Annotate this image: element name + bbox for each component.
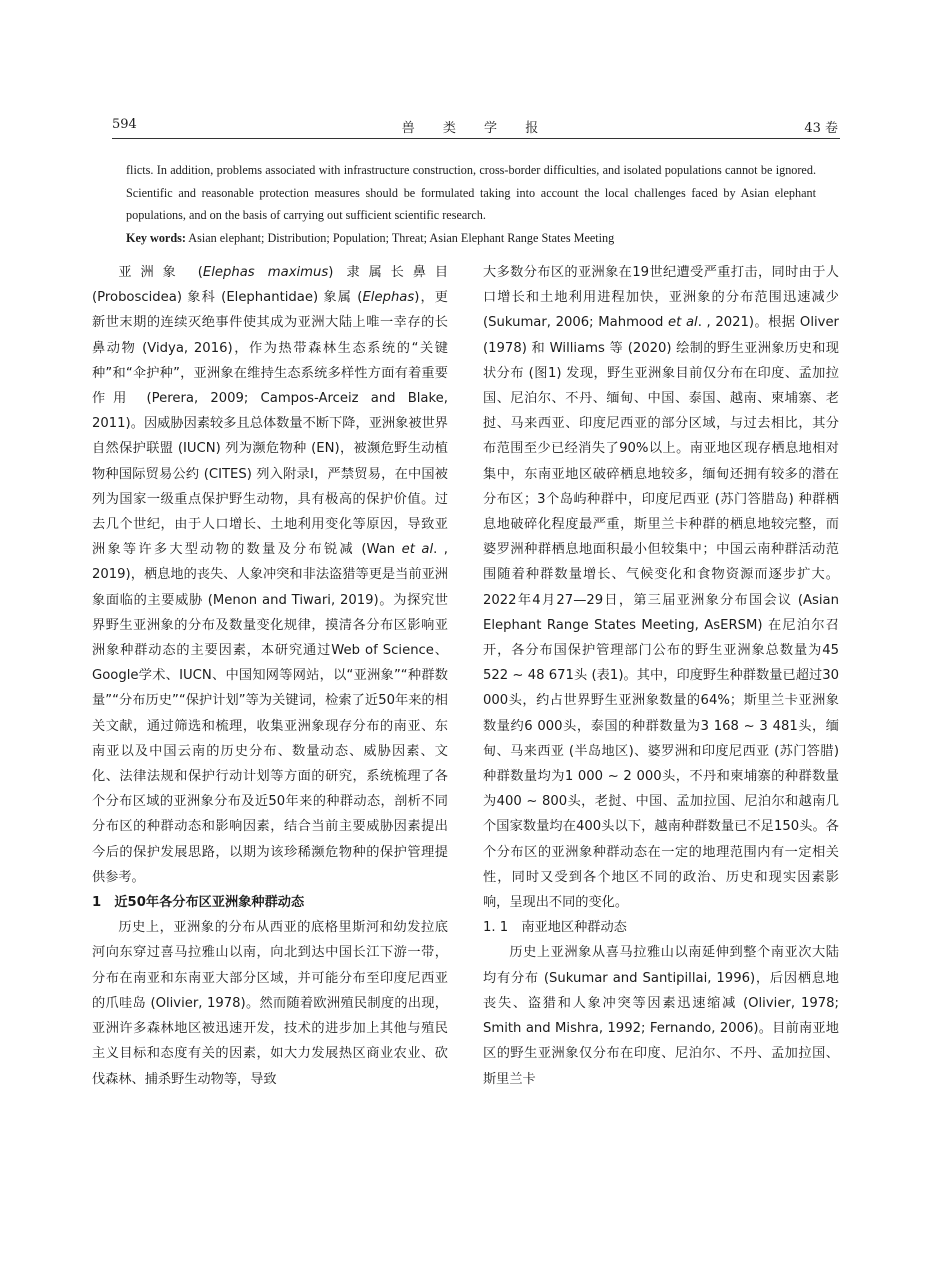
- section-1-heading: 1 近50年各分布区亚洲象种群动态: [92, 895, 305, 911]
- continued-paragraph: [483, 260, 839, 915]
- intro-text-1: 亚洲象 (: [118, 265, 203, 280]
- keywords-label: Key words:: [126, 230, 186, 245]
- cont-text-2: . , 2021)。根据 Oliver (1978) 和 Williams 等 (2020) 绘制的野生亚洲象历史和现状分布 (图1) 发现，野生亚洲象目前仅分布在印度、孟加拉国、尼泊尔、不丹、缅甸、中国、泰国、越南、柬埔寨、老挝、马来西亚、印度尼西亚的部分区域，与过去相比，其分布范围至少已经消失了90%以上。南亚地区现存栖息地相对集中，东南亚地区破碎栖息地较多，缅甸还拥有较多的潜在分布区；3个岛屿种群中，印度尼西亚 (苏门答腊岛) 种群栖息地破碎化程度最严重，斯里兰卡种群的栖息地较完整，而婆罗洲种群栖息地面积最小但较集中；中国云南种群活动范围随着种群数量增长、气候变化和食物资源而逐步扩大。2022年4月27—29日，第三届亚洲象分布国会议 (Asian Elephant Range States Meeting, AsERSM) 在尼泊尔召开，各分布国保护管理部门公布的野生亚洲象总数量为45 522 ~ 48 671头 (表1)。其中，印度野生种群数量已超过30 000头，约占世界野生亚洲象数量的64%；斯里兰卡亚洲象数量约6 000头，泰国的种群数量为3 168 ~ 3 481头，缅甸、马来西亚 (半岛地区)、婆罗洲和印度尼西亚 (苏门答腊) 种群数量均为1 000 ~ 2 000头，不丹和柬埔寨的种群数量为400 ~ 800头，老挝、中国、孟加拉国、尼泊尔和越南几个国家数量均在400头以下，越南种群数量已不足150头。各个分布区的亚洲象种群动态在一定的地理范围内有一定相关性，同时又受到各个地区不同的政治、历史和现实因素影响，呈现出不同的变化。: [483, 315, 839, 911]
- journal-name: 兽 类 学 报: [401, 121, 551, 136]
- section-1-paragraph: 历史上，亚洲象的分布从西亚的底格里斯河和幼发拉底河向东穿过喜马拉雅山以南，向北到达中国长江下游一带，分布在南亚和东南亚大部分区域，并可能分布至印度尼西亚的爪哇岛 (Olivier, 1978)。然而随着欧洲殖民制度的出现，亚洲许多森林地区被迅速开发，技术的进步加上其他与殖民主义目标和态度有关的因素，如大力发展热区商业农业、砍伐森林、捕杀野生动物等，导致: [92, 920, 448, 1087]
- running-header: [112, 117, 840, 137]
- genus-name-italic: Elephas: [362, 290, 415, 306]
- page-number: 594: [112, 117, 137, 132]
- abstract-continuation: flicts. In addition, problems associated with infrastructure construction, cross-border difficulties, and isolated populations cannot be ignored. Scientific and reasonable protection measures should be formulated taking into account the local challenges faced by Asian elephant populations, and on the basis of carrying out sufficient scientific research.: [126, 163, 816, 222]
- keywords-line: [126, 227, 816, 250]
- abstract-block: [126, 159, 816, 249]
- intro-text-2: ) 隶属长鼻目 (Proboscidea) 象科 (Elephantidae) 象属 (: [92, 265, 449, 306]
- section-1-1-paragraph: 历史上亚洲象从喜马拉雅山以南延伸到整个南亚次大陆均有分布 (Sukumar and Santipillai, 1996)，后因栖息地丧失、盗猎和人象冲突等因素迅速缩减 (Olivier, 1978; Smith and Mishra, 1992; Fernando, 2006)。目前南亚地区的野生亚洲象仅分布在印度、尼泊尔、不丹、孟加拉国、斯里兰卡: [483, 945, 839, 1087]
- et-al-italic-2: et al: [668, 315, 698, 331]
- cont-text-1: 大多数分布区的亚洲象在19世纪遭受严重打击，同时由于人口增长和土地利用进程加快，亚洲象的分布范围迅速减少 (Sukumar, 2006; Mahmood: [483, 265, 839, 331]
- section-1-1-heading: 1. 1 南亚地区种群动态: [483, 920, 627, 936]
- et-al-italic: et al: [401, 542, 434, 558]
- species-name-italic: Elephas maximus: [202, 265, 329, 280]
- keywords-text: Asian elephant; Distribution; Population; Threat; Asian Elephant Range States Meeting: [185, 230, 615, 245]
- volume-label: 43 卷: [804, 121, 838, 136]
- right-column: [483, 260, 839, 1092]
- left-column: [92, 260, 448, 1092]
- header-rule: [112, 138, 840, 139]
- intro-text-4: . , 2019)，栖息地的丧失、人象冲突和非法盗猎等更是当前亚洲象面临的主要威胁 (Menon and Tiwari, 2019)。为探究世界野生亚洲象的分布及数量变化规律，摸清各分布区影响亚洲象种群动态的主要因素，本研究通过Web of Science、Google学术、IUCN、中国知网等网站，以“亚洲象”“种群数量”“分布历史”“保护计划”等为关键词，检索了近50年来的相关文献，通过筛选和梳理，收集亚洲象现存分布的南亚、东南亚以及中国云南的历史分布、数量动态、威胁因素、文化、法律法规和保护行动计划等方面的研究，系统梳理了各个分布区域的亚洲象分布及近50年来的种群动态，剖析不同分布区的种群动态和影响因素，结合当前主要威胁因素提出今后的保护发展思路，以期为该珍稀濒危物种的保护管理提供参考。: [92, 542, 448, 885]
- intro-text-3: )，更新世末期的连续灭绝事件使其成为亚洲大陆上唯一幸存的长鼻动物 (Vidya, 2016)，作为热带森林生态系统的“关键种”和“伞护种”，亚洲象在维持生态系统多样性方面有着重要作用 (Perera, 2009; Campos-Arceiz and Blake, 2011)。因威胁因素较多且总体数量不断下降，亚洲象被世界自然保护联盟 (IUCN) 列为濒危物种 (EN)，被濒危野生动植物种国际贸易公约 (CITES) 列入附录Ⅰ，严禁贸易，在中国被列为国家一级重点保护野生动物，具有极高的保护价值。过去几个世纪，由于人口增长、土地利用变化等原因，导致亚洲象等许多大型动物的数量及分布锐减 (Wan: [92, 290, 448, 558]
- intro-paragraph: [92, 260, 448, 890]
